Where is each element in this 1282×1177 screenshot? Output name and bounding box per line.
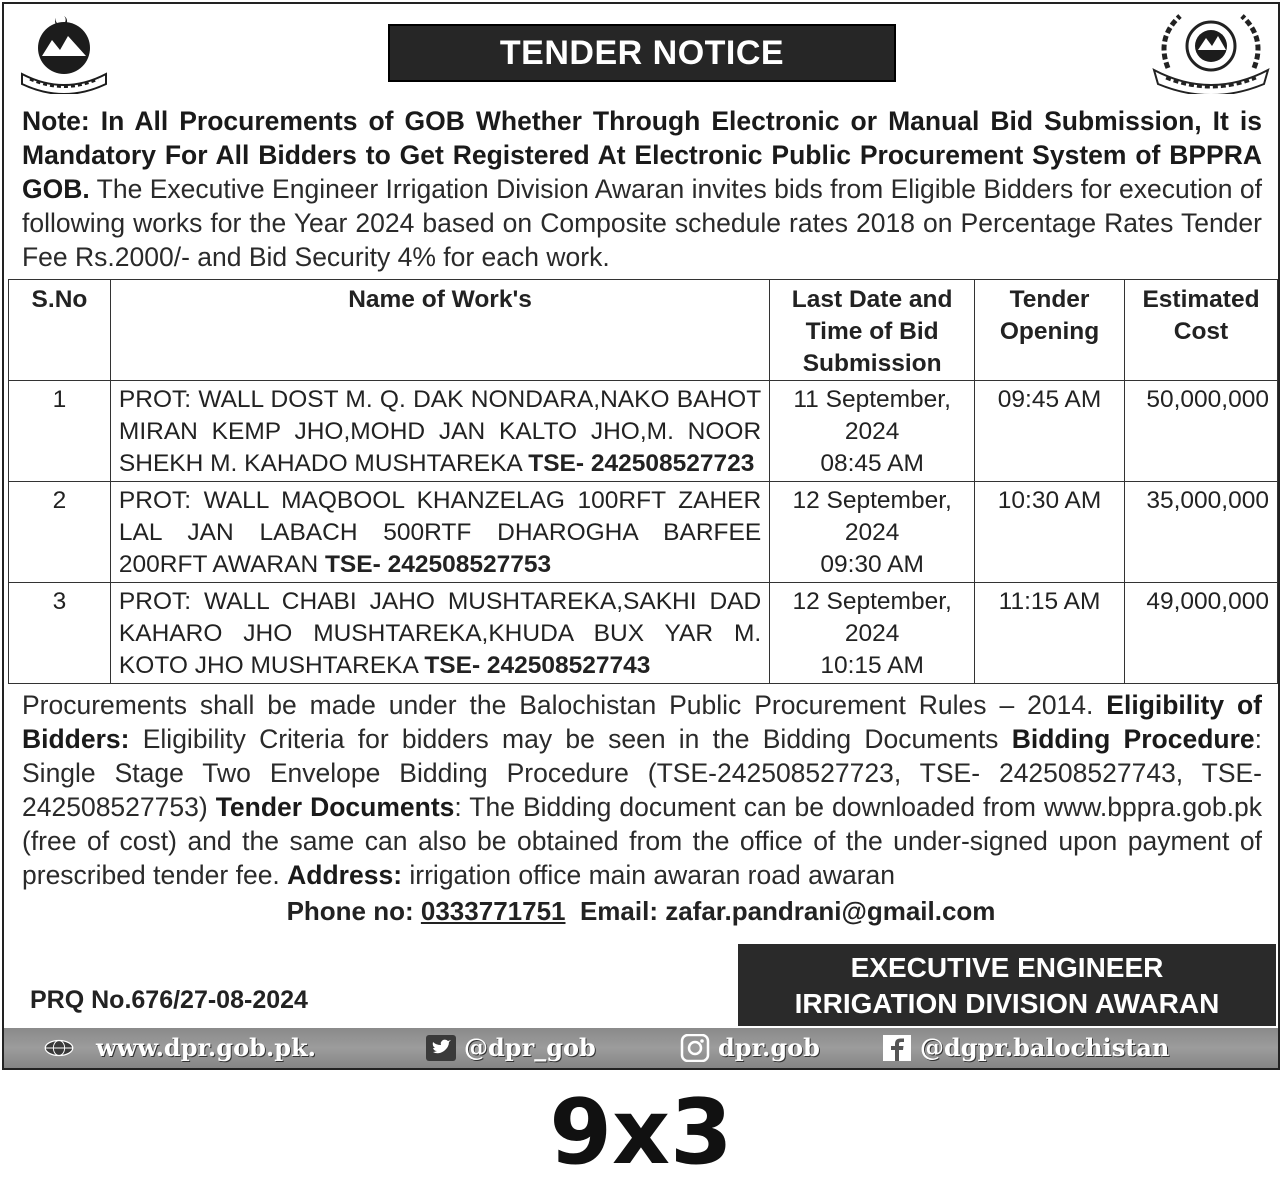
- bid-date: 11 September,: [793, 386, 951, 413]
- tse-number: TSE- 242508527753: [324, 551, 552, 578]
- bid-time: 09:30 AM: [820, 551, 924, 578]
- row-last-date: [770, 583, 975, 684]
- header-last-date: Last Date and Time of Bid Submission: [770, 280, 975, 381]
- prq-number: PRQ No.676/27-08-2024: [30, 986, 308, 1014]
- procurement-paragraph: [22, 688, 1262, 892]
- phone-label: Phone no:: [286, 896, 421, 926]
- tse-number: TSE- 242508527723: [528, 450, 755, 477]
- table-row: [9, 583, 1278, 684]
- tse-number: TSE- 242508527743: [424, 652, 651, 679]
- documents-heading: Tender Documents: [215, 792, 455, 822]
- contact-line: [4, 896, 1278, 927]
- row-last-date: [770, 482, 975, 583]
- tender-notice-frame: [2, 2, 1280, 1070]
- works-table: [8, 279, 1278, 684]
- procedure-text: : Single Stage Two Envelope Bidding Procedure (TSE-242508527723, TSE- 242508527743, TSE-242508527753): [22, 724, 1262, 822]
- facebook-icon: [882, 1034, 912, 1062]
- row-cost: 35,000,000: [1124, 482, 1277, 583]
- row-cost: 49,000,000: [1124, 583, 1277, 684]
- row-opening: 11:15 AM: [975, 583, 1125, 684]
- bid-year: 2024: [844, 620, 900, 647]
- work-description: PROT: WALL CHABI JAHO MUSHTAREKA,SAKHI DAD KAHARO JHO MUSHTAREKA,KHUDA BUX YAR M. KOTO JHO MUSHTAREKA: [118, 588, 762, 679]
- bid-year: 2024: [844, 519, 900, 546]
- footer-instagram[interactable]: [680, 1033, 820, 1062]
- twitter-handle: @dpr_gob: [464, 1033, 596, 1062]
- header-sno: S.No: [9, 280, 111, 381]
- row-work-name: [110, 583, 769, 684]
- row-opening: 10:30 AM: [975, 482, 1125, 583]
- intro-paragraph: [22, 104, 1262, 274]
- email-label: Email:: [579, 896, 666, 926]
- row-sno: 2: [9, 482, 111, 583]
- table-header-row: [9, 280, 1278, 381]
- header-name-of-work: Name of Work's: [110, 280, 769, 381]
- row-work-name: [110, 381, 769, 482]
- bid-date: 12 September,: [792, 588, 952, 615]
- header: [4, 4, 1278, 100]
- footer-facebook[interactable]: [882, 1033, 1169, 1062]
- balochistan-emblem-icon: [16, 12, 112, 94]
- bid-year: 2024: [844, 418, 900, 445]
- work-description: PROT: WALL DOST M. Q. DAK NONDARA,NAKO BAHOT MIRAN KEMP JHO,MOHD JAN KALTO JHO,M. NOOR SHEKH M. KAHADO MUSHTAREKA: [118, 386, 762, 477]
- registration-note: Note: In All Procurements of GOB Whether Through Electronic or Manual Bid Submission, It is Mandatory For All Bidders to Get Registered At Electronic Public Procurement System of BPPRA GOB.: [22, 106, 1262, 204]
- eligibility-text: Eligibility Criteria for bidders may be seen in the Bidding Documents: [129, 724, 1012, 754]
- twitter-icon: [426, 1034, 456, 1062]
- table-row: [9, 482, 1278, 583]
- dgpr-emblem-icon: [1146, 8, 1276, 94]
- table-row: [9, 381, 1278, 482]
- bid-time: 10:15 AM: [820, 652, 924, 679]
- row-opening: 09:45 AM: [975, 381, 1125, 482]
- signatory-title: EXECUTIVE ENGINEER: [850, 952, 1164, 983]
- instagram-icon: [680, 1034, 710, 1062]
- page-title: TENDER NOTICE: [388, 24, 896, 82]
- row-sno: 3: [9, 583, 111, 684]
- signatory-box: [738, 944, 1276, 1026]
- row-cost: 50,000,000: [1124, 381, 1277, 482]
- footer-twitter[interactable]: [426, 1033, 596, 1062]
- header-tender-opening: Tender Opening: [975, 280, 1125, 381]
- facebook-handle: @dgpr.balochistan: [920, 1033, 1170, 1062]
- bid-time: 08:45 AM: [820, 450, 924, 477]
- intro-text: The Executive Engineer Irrigation Division Awaran invites bids from Eligible Bidders for execution of following works for the Year 2024 based on Composite schedule rates 2018 on Percentage Rates Tender Fee Rs.2000/- and Bid Security 4% for each work.: [22, 174, 1262, 272]
- documents-text: : The Bidding document can be downloaded from www.bppra.gob.pk (free of cost) and the same can also be obtained from the office of the under-signed upon payment of prescribed tender fee.: [22, 792, 1262, 890]
- procedure-heading: Bidding Procedure: [1011, 724, 1255, 754]
- eligibility-heading: Eligibility of Bidders:: [22, 690, 1262, 754]
- instagram-handle: dpr.gob: [718, 1033, 820, 1062]
- signatory-division: IRRIGATION DIVISION AWARAN: [794, 988, 1220, 1019]
- bid-date: 12 September,: [792, 487, 952, 514]
- row-sno: 1: [9, 381, 111, 482]
- email-address[interactable]: zafar.pandrani@gmail.com: [665, 896, 996, 926]
- procurement-rules-text: Procurements shall be made under the Balochistan Public Procurement Rules – 2014.: [22, 690, 1107, 720]
- footer-social-strip: [4, 1028, 1278, 1068]
- phone-number[interactable]: 0333771751: [420, 896, 566, 926]
- website-text: www.dpr.gob.pk.: [96, 1033, 316, 1062]
- row-work-name: [110, 482, 769, 583]
- work-description: PROT: WALL MAQBOOL KHANZELAG 100RFT ZAHER LAL JAN LABACH 500RTF DHAROGHA BARFEE 200RFT AWARAN: [118, 487, 762, 578]
- row-last-date: [770, 381, 975, 482]
- globe-icon: [44, 1034, 74, 1062]
- address-text: irrigation office main awaran road awaran: [402, 860, 895, 890]
- ad-size-label: 9x3: [549, 1080, 733, 1177]
- address-heading: Address:: [287, 860, 403, 890]
- header-estimated-cost: Estimated Cost: [1124, 280, 1277, 381]
- footer-website[interactable]: [44, 1033, 316, 1062]
